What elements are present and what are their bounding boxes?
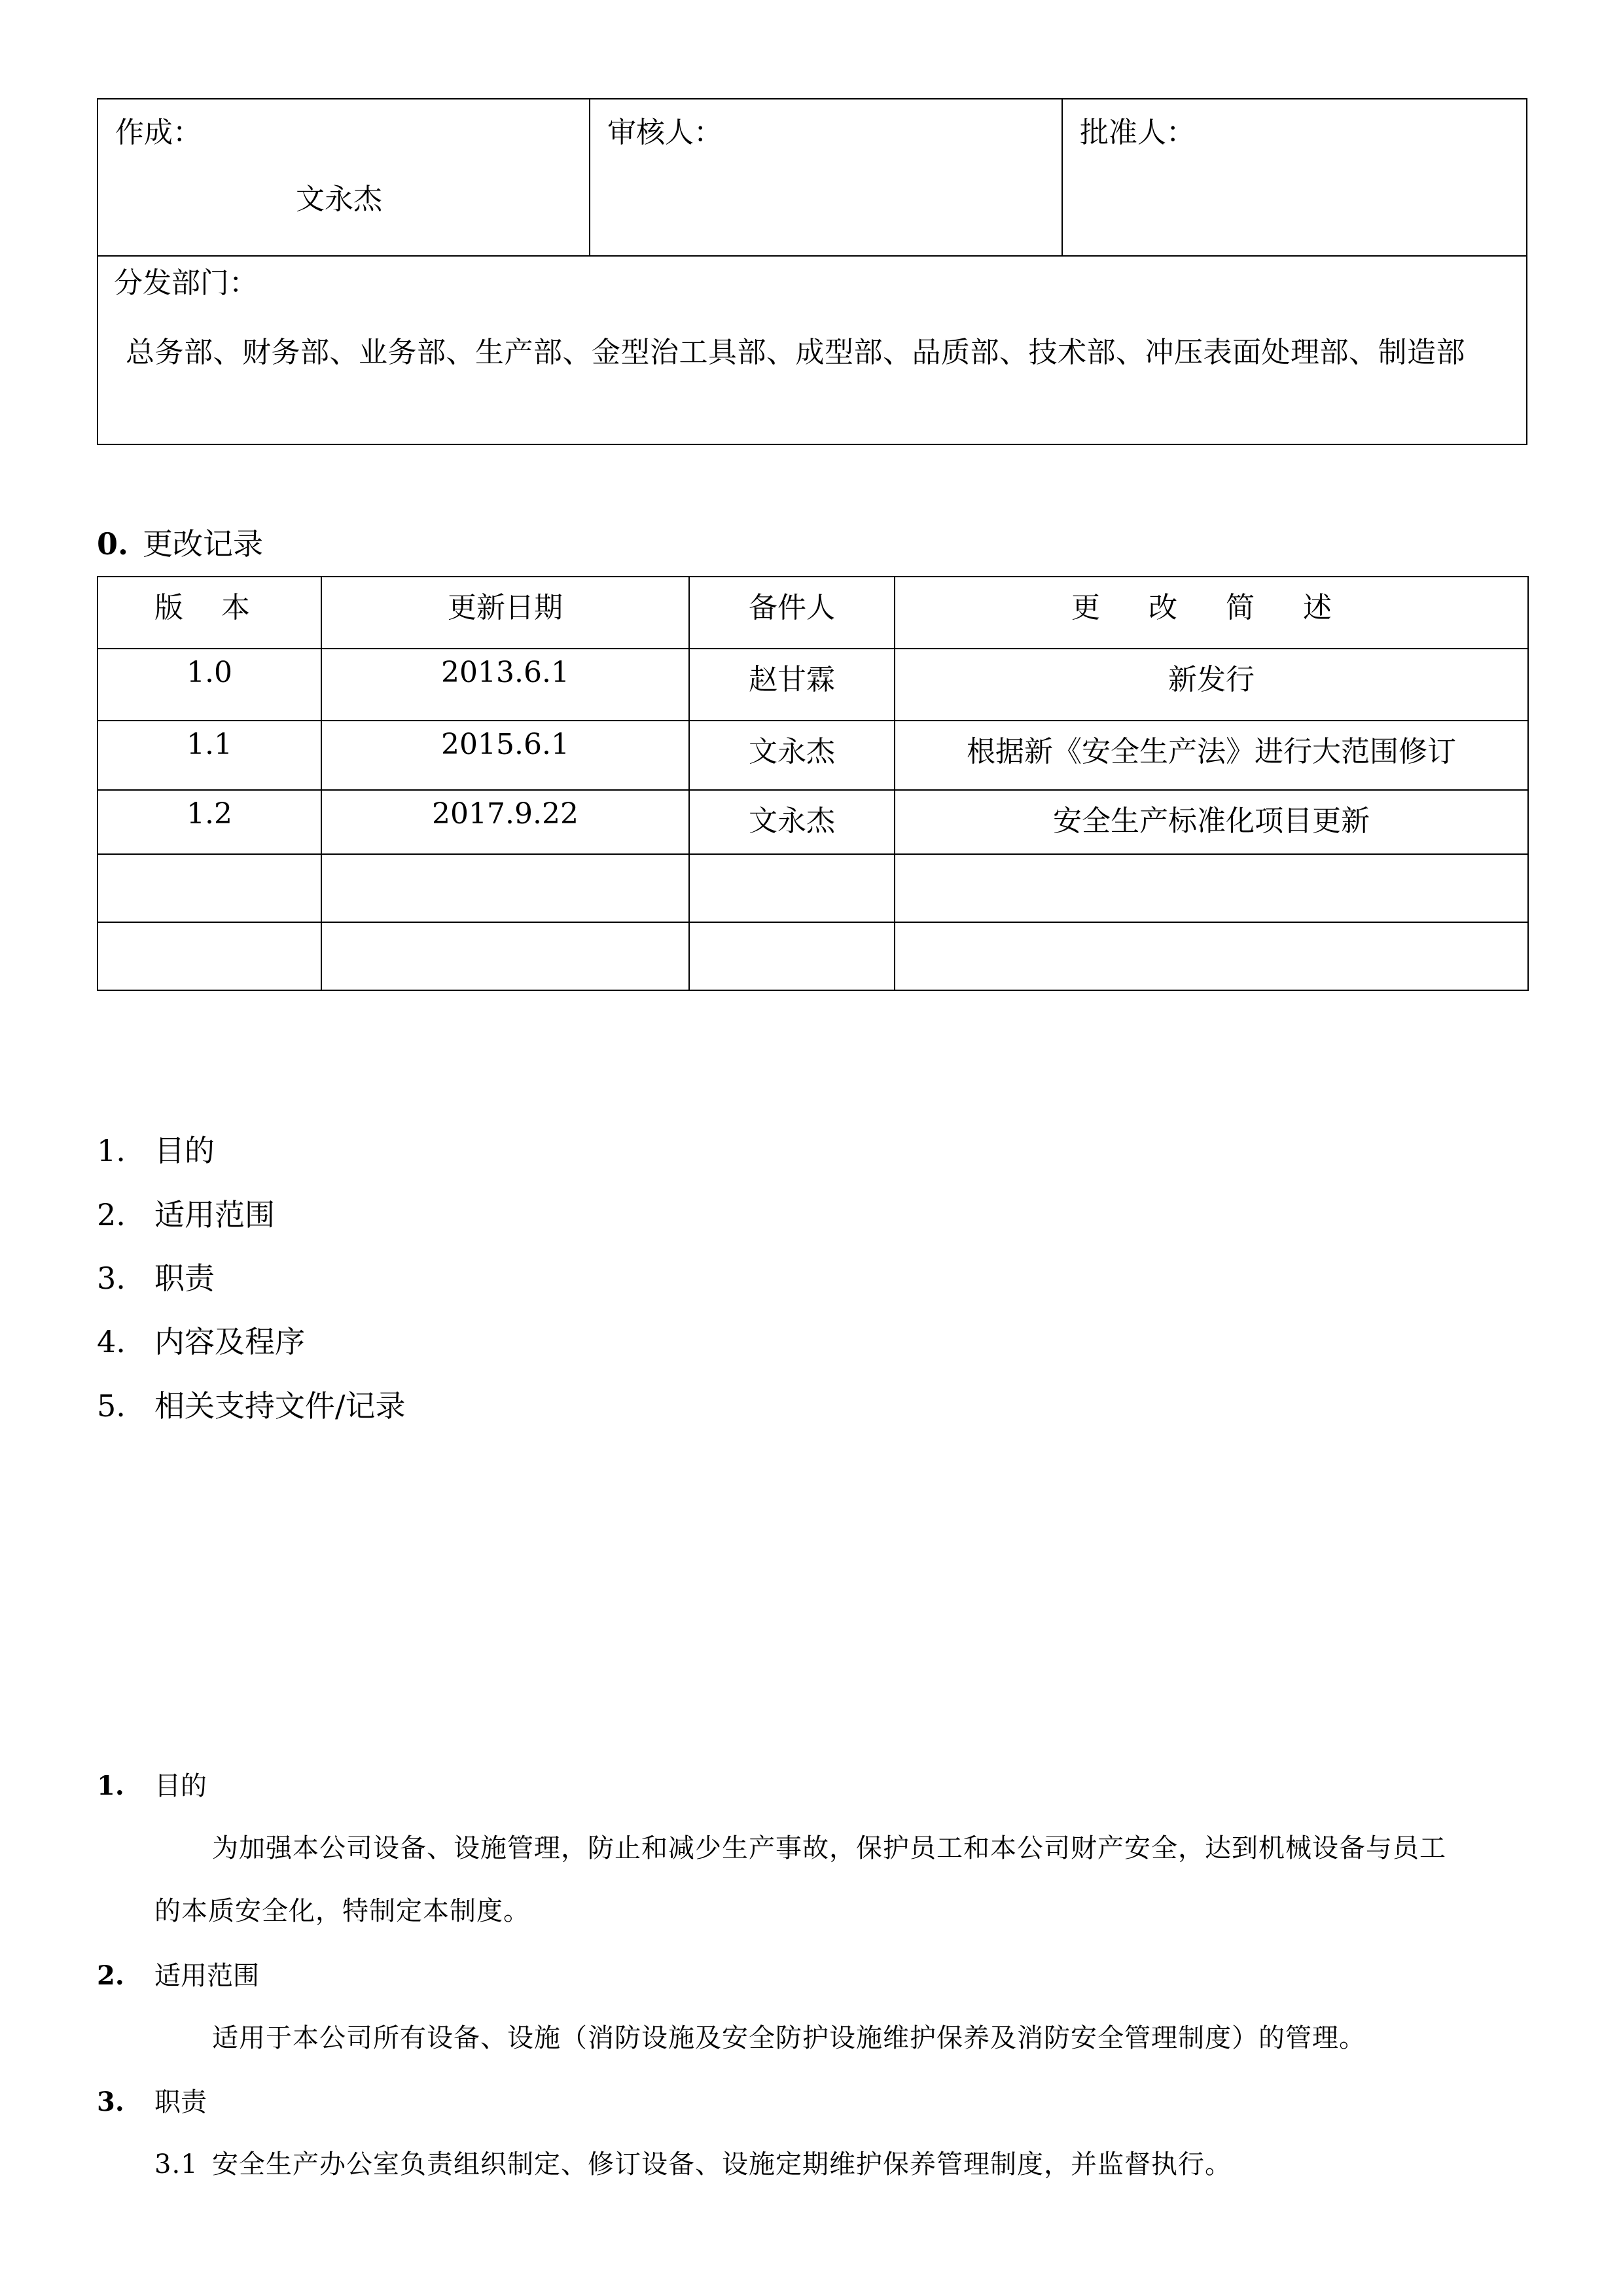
purpose-text-line2: 的本质安全化，特制定本制度。 xyxy=(154,1896,530,1926)
made-by-label: 作成： xyxy=(115,116,202,149)
person-cell: 文永杰 xyxy=(689,790,895,854)
date-cell xyxy=(321,922,689,990)
responsibility-item-number: 3.1 xyxy=(154,2149,198,2179)
responsibility-heading: 3. 职责 xyxy=(97,2087,207,2117)
date-cell xyxy=(321,854,689,922)
approver-label: 批准人： xyxy=(1080,116,1195,149)
reviewer-label: 审核人： xyxy=(607,116,722,149)
toc-item-scope: 2. 适用范围 xyxy=(97,1197,275,1232)
reviewer-cell xyxy=(590,99,1062,256)
person-cell xyxy=(689,854,895,922)
revision-table xyxy=(97,576,1529,991)
revision-section-title xyxy=(97,520,263,564)
version-cell: 1.1 xyxy=(98,721,321,790)
person-cell: 文永杰 xyxy=(689,721,895,790)
table-row xyxy=(98,721,1528,790)
summary-cell: 安全生产标准化项目更新 xyxy=(895,790,1528,854)
date-cell: 2017.9.22 xyxy=(321,790,689,854)
scope-heading: 2. 适用范围 xyxy=(97,1960,259,1991)
purpose-text-line1: 为加强本公司设备、设施管理，防止和减少生产事故，保护员工和本公司财产安全，达到机械设备与员工 xyxy=(212,1833,1446,1863)
toc-item-content-procedure: 4. 内容及程序 xyxy=(97,1324,305,1359)
date-cell: 2013.6.1 xyxy=(321,649,689,721)
summary-cell xyxy=(895,922,1528,990)
distribution-label: 分发部门： xyxy=(114,266,258,300)
version-cell xyxy=(98,854,321,922)
distribution-cell xyxy=(98,256,1527,444)
summary-cell: 根据新《安全生产法》进行大范围修订 xyxy=(895,721,1528,790)
responsibility-item xyxy=(154,2144,1232,2181)
toc-item-responsibility: 3. 职责 xyxy=(97,1261,215,1296)
distribution-departments: 总务部、财务部、业务部、生产部、金型治工具部、成型部、品质部、技术部、冲压表面处理部、制造部 xyxy=(126,336,1465,369)
header-version: 版 本 xyxy=(98,577,321,649)
header-summary: 更 改 简 述 xyxy=(895,577,1528,649)
person-cell: 赵甘霖 xyxy=(689,649,895,721)
person-cell xyxy=(689,922,895,990)
revision-header-row xyxy=(98,577,1528,649)
table-row xyxy=(98,790,1528,854)
scope-text: 适用于本公司所有设备、设施（消防设施及安全防护设施维护保养及消防安全管理制度）的管理。 xyxy=(212,2023,1366,2053)
version-cell: 1.0 xyxy=(98,649,321,721)
date-cell: 2015.6.1 xyxy=(321,721,689,790)
table-row xyxy=(98,649,1528,721)
toc-item-purpose: 1. 目的 xyxy=(97,1133,215,1168)
table-row xyxy=(98,922,1528,990)
version-cell: 1.2 xyxy=(98,790,321,854)
made-by-cell xyxy=(98,99,590,256)
header-date: 更新日期 xyxy=(321,577,689,649)
table-row xyxy=(98,854,1528,922)
toc-item-supporting-docs: 5. 相关支持文件/记录 xyxy=(97,1388,406,1424)
approver-cell xyxy=(1062,99,1527,256)
header-person: 备件人 xyxy=(689,577,895,649)
version-cell xyxy=(98,922,321,990)
revision-section-number: 0. xyxy=(97,526,129,562)
summary-cell: 新发行 xyxy=(895,649,1528,721)
made-by-name: 文永杰 xyxy=(296,183,382,216)
purpose-heading: 1. 目的 xyxy=(97,1770,207,1801)
approval-table xyxy=(97,98,1527,445)
responsibility-item-text: 安全生产办公室负责组织制定、修订设备、设施定期维护保养管理制度，并监督执行。 xyxy=(212,2149,1232,2179)
revision-section-label: 更改记录 xyxy=(143,526,264,562)
summary-cell xyxy=(895,854,1528,922)
